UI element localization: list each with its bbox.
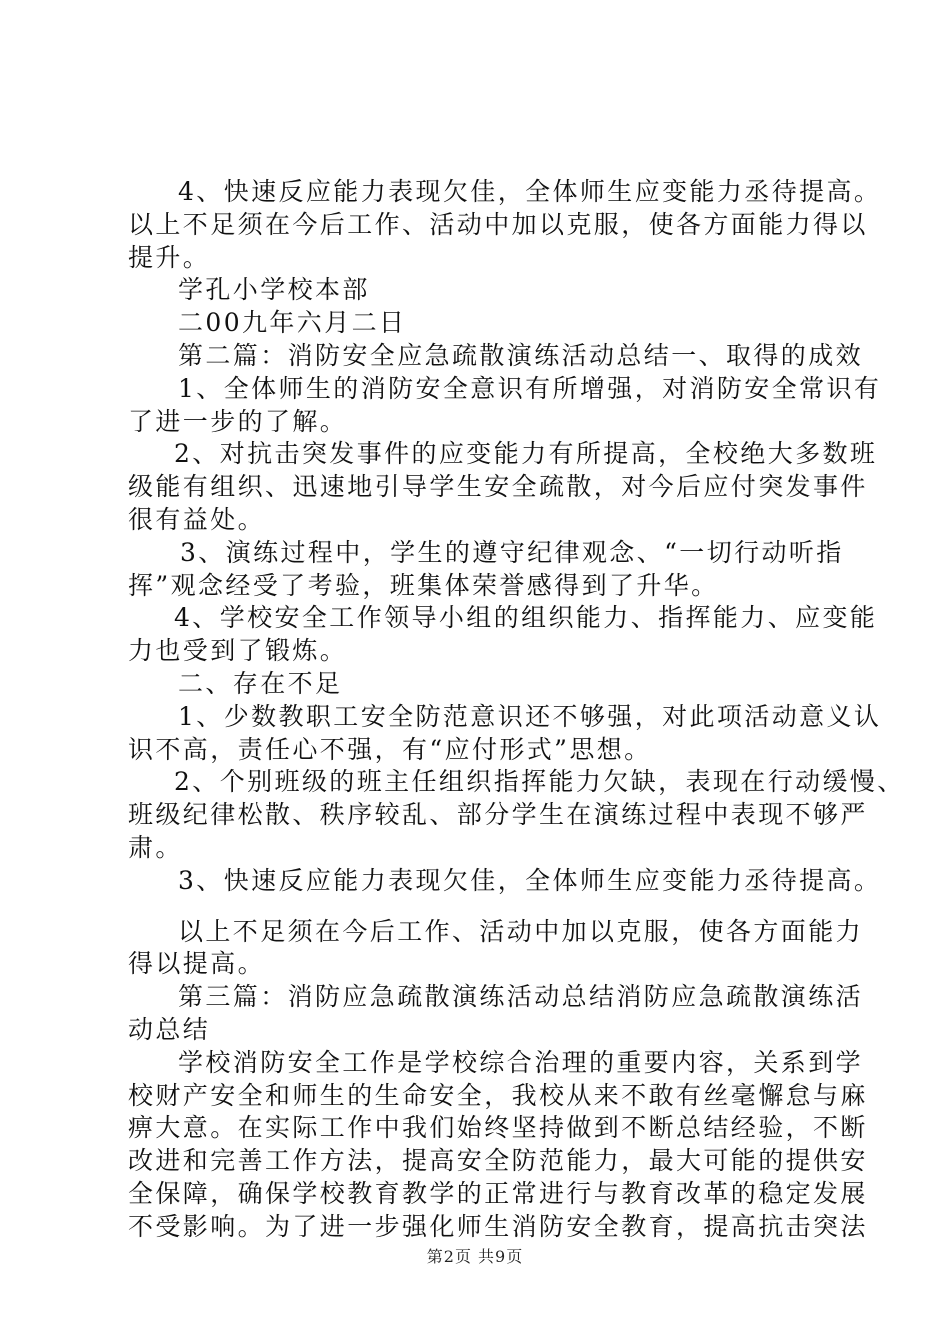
text-line: 2、个别班级的班主任组织指挥能力欠缺，表现在行动缓慢、 — [174, 767, 905, 797]
text-line: 提升。 — [128, 242, 211, 272]
text-line: 不受影响。为了进一步强化师生消防安全教育，提高抗击突法 — [128, 1211, 868, 1241]
text-line: 二00九年六月二日 — [178, 308, 407, 338]
text-line: 学孔小学校本部 — [178, 275, 370, 305]
text-line: 3、快速反应能力表现欠佳，全体师生应变能力丞待提高。 — [178, 865, 882, 895]
text-line: 第二篇：消防安全应急疏散演练活动总结一、取得的成效 — [178, 340, 864, 370]
text-line: 动总结 — [128, 1014, 211, 1044]
text-line: 以上不足须在今后工作、活动中加以克服，使各方面能力得以 — [128, 209, 868, 239]
text-line: 很有益处。 — [128, 504, 266, 534]
text-line: 识不高，责任心不强，有“应付形式”思想。 — [128, 734, 652, 764]
text-line: 4、快速反应能力表现欠佳，全体师生应变能力丞待提高。 — [178, 177, 882, 206]
text-line: 2、对抗击突发事件的应变能力有所提高，全校绝大多数班 — [174, 439, 878, 469]
blank-line — [128, 898, 833, 916]
text-line: 得以提高。 — [128, 949, 266, 979]
text-line: 学校消防安全工作是学校综合治理的重要内容，关系到学 — [178, 1047, 864, 1077]
page-footer — [0, 1246, 950, 1268]
text-line: 3、演练过程中，学生的遵守纪律观念、“一切行动听指 — [180, 537, 844, 567]
text-line: 级能有组织、迅速地引导学生安全疏散，对今后应付突发事件 — [128, 472, 868, 502]
document-body — [128, 176, 905, 1244]
text-line: 1、少数教职工安全防范意识还不够强，对此项活动意义认 — [178, 701, 882, 731]
text-line: 第三篇：消防应急疏散演练活动总结消防应急疏散演练活 — [178, 982, 864, 1012]
text-line: 力也受到了锻炼。 — [128, 636, 348, 666]
text-line: 班级纪律松散、秩序较乱、部分学生在演练过程中表现不够严 — [128, 800, 868, 830]
page-number-label: 第2页 共9页 — [426, 1247, 524, 1266]
text-line: 肃。 — [128, 832, 183, 862]
text-line: 改进和完善工作方法，提高安全防范能力，最大可能的提供安 — [128, 1146, 868, 1176]
text-line: 痹大意。在实际工作中我们始终坚持做到不断总结经验，不断 — [128, 1113, 868, 1143]
text-line: 1、全体师生的消防安全意识有所增强，对消防安全常识有 — [178, 373, 882, 403]
text-line: 挥”观念经受了考验，班集体荣誉感得到了升华。 — [128, 570, 719, 600]
text-line: 了进一步的了解。 — [128, 406, 348, 436]
text-line: 4、学校安全工作领导小组的组织能力、指挥能力、应变能 — [174, 603, 878, 633]
text-line: 校财产安全和师生的生命安全，我校从来不敢有丝毫懈怠与麻 — [128, 1080, 868, 1110]
text-line: 以上不足须在今后工作、活动中加以克服，使各方面能力 — [178, 916, 864, 946]
text-line: 全保障，确保学校教育教学的正常进行与教育改革的稳定发展 — [128, 1178, 868, 1208]
text-line: 二、存在不足 — [178, 668, 343, 698]
